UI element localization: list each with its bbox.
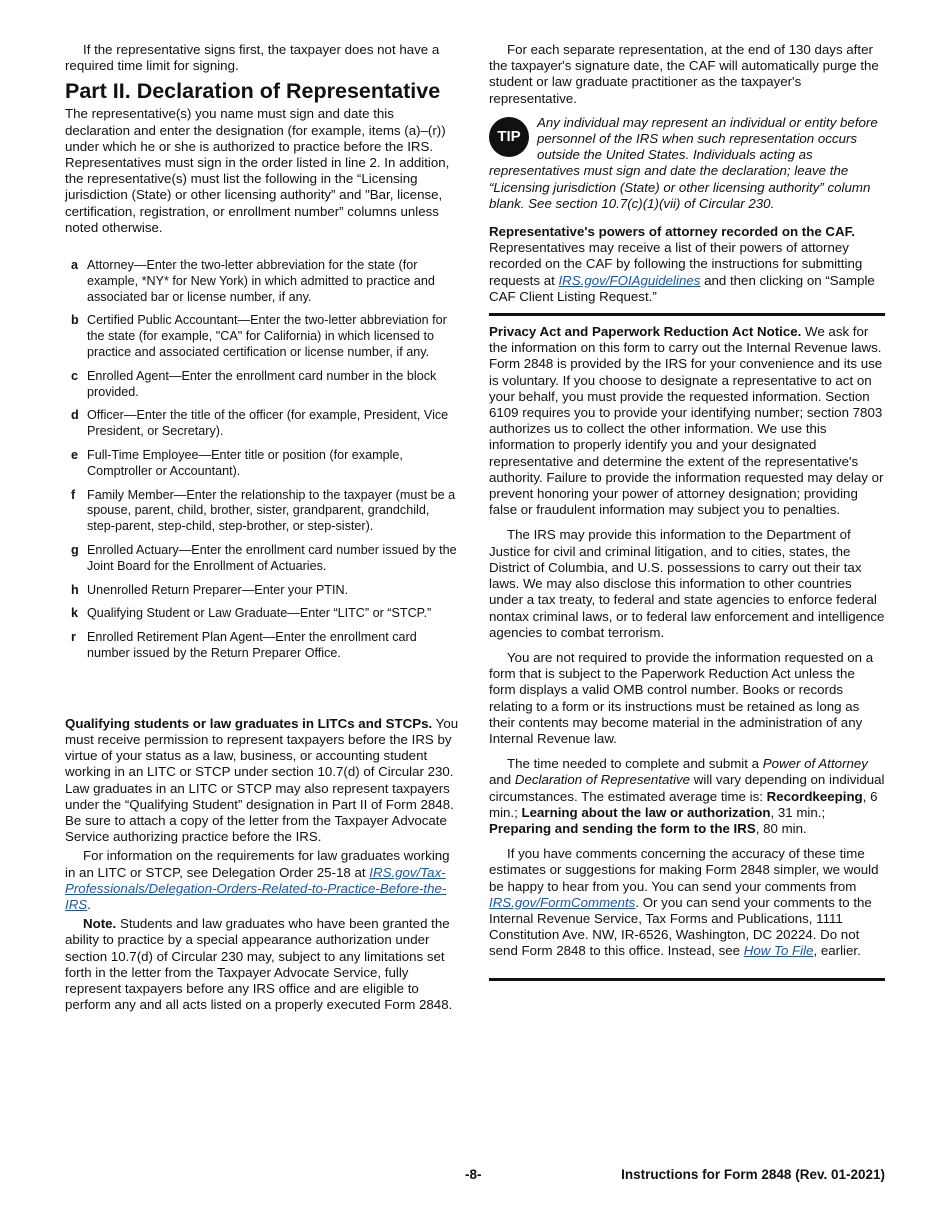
- foia-guidelines-link[interactable]: IRS.gov/FOIAguidelines: [558, 272, 701, 288]
- recordkeeping-time: , 6 min.;: [489, 788, 878, 820]
- intro-paragraph: If the representative signs first, the taxpayer does not have a required time limit for signing.: [65, 42, 440, 74]
- tip-text: Any individual may represent an individual or entity before personnel of the IRS when such representation occurs outside the United States. Individuals acting as representatives must sign and date the declaration; leave the “Licensing jurisdiction (State) or other licensing authority” column blank. See section 10.7(c)(1)(vii) of Circular 230.: [489, 114, 878, 211]
- item-key: d: [71, 408, 79, 423]
- time-text-a: The time needed to complete and submit a: [507, 756, 763, 772]
- privacy-text: We ask for the information on this form to carry out the Internal Revenue laws. Form 2848 is provided by the IRS for your convenience and its use is voluntary. If you choose to designate a representative to act on your behalf, you must provide the requested information. Section 6109 requires you to provide your identifying number; section 7803 authorizes us to collect the other information. We use this information to properly identify you and your designated representative and determine the extent of the representative's authority. Failure to provide the information requested may delay or prevent honoring your power of attorney designation; providing false or fraudulent information may subject you to penalties.: [489, 324, 884, 518]
- designation-list: [65, 258, 460, 662]
- privacy-heading: Privacy Act and Paperwork Reduction Act Notice.: [489, 324, 802, 340]
- part-ii-heading: Part II. Declaration of Representative: [65, 79, 441, 104]
- item-key: h: [71, 582, 79, 597]
- list-item: [65, 583, 460, 599]
- item-text: Full-Time Employee—Enter title or position (for example, Comptroller or Accountant).: [87, 448, 403, 478]
- delegation-orders-link[interactable]: IRS.gov/Tax-Professionals/Delegation-Orders-Related-to-Practice-Before-the-IRS: [65, 864, 447, 912]
- qualifying-students-heading: Qualifying students or law graduates in LITCs and STCPs.: [65, 715, 433, 731]
- caf-paragraph: [489, 224, 885, 305]
- item-key: c: [71, 368, 79, 383]
- left-column: [65, 42, 460, 1013]
- note-text: Students and law graduates who have been granted the ability to practice by a special appearance authorization under section 10.7(d) of Circular 230 may, subject to any limitations set forth in the letter from the Taxpayer Advocate Service, fully represent taxpayers before any IRS office and are eligible to perform any and all acts listed on a properly executed Form 2848.: [65, 916, 453, 1013]
- page-footer: [65, 1167, 885, 1187]
- item-key: e: [71, 448, 79, 462]
- time-text-b: will vary depending on individual circumstances. The estimated average time is:: [489, 772, 885, 804]
- note-paragraph: [65, 916, 460, 1013]
- item-key: a: [71, 258, 79, 273]
- part-ii-body: The representative(s) you name must sign and date this declaration and enter the designation (for example, items (a)–(r)) under which he or she is authorized to practice before the IRS. Representatives must sign in the order listed in line 2. In addition, the representative(s) must list the following in the “Licensing jurisdiction (State) or other licensing authority” and "Bar, license, certification, registration, or enrollment number” columns unless noted otherwise.: [65, 106, 450, 235]
- page-number: -8-: [465, 1167, 482, 1182]
- comments-paragraph: [489, 846, 885, 959]
- list-item: [65, 369, 460, 401]
- tip-icon: TIP: [489, 117, 529, 157]
- list-item: [65, 630, 460, 662]
- list-item: [65, 313, 460, 360]
- caf-end: and then clicking on “Sample CAF Client Listing Request.”: [489, 272, 875, 304]
- qualifying-students-paragraph: [65, 716, 460, 846]
- item-text: Enrolled Actuary—Enter the enrollment card number issued by the Joint Board for the Enrollment of Actuaries.: [87, 542, 457, 573]
- recordkeeping-label: Recordkeeping: [766, 788, 863, 804]
- item-key: f: [71, 487, 76, 502]
- info-paragraph: [65, 848, 460, 913]
- how-to-file-link[interactable]: How To File: [743, 943, 814, 959]
- not-required-paragraph: You are not required to provide the information requested on a form that is subject to the Paperwork Reduction Act unless the form displays a valid OMB control number. Books or records relating to a form or its instructions must be retained as long as their contents may become material in the administration of any Internal Revenue law.: [489, 649, 874, 746]
- item-text: Qualifying Student or Law Graduate—Enter “LITC” or “STCP.”: [87, 606, 432, 621]
- qualifying-students-body: You must receive permission to represent taxpayers before the IRS by virtue of your status as a law, business, or accounting student working in an LITC or STCP under section 10.7(d) of Circular 230. Law graduates in an LITC or STCP may also represent taxpayers under the “Qualifying Student” designation in Part II of Form 2848. Be sure to attach a copy of the letter from the Taxpayer Advocate Service authorizing practice before the IRS.: [65, 715, 459, 845]
- separate-representation-paragraph: For each separate representation, at the end of 130 days after the taxpayer's signature date, the CAF will automatically purge the student or law graduate practitioner as the taxpayer's representative.: [489, 42, 879, 106]
- preparing-label: Preparing and sending the form to the IRS: [489, 820, 756, 836]
- learning-time: , 31 min.;: [770, 804, 826, 820]
- item-text: Officer—Enter the title of the officer (for example, President, Vice President, or Secretary).: [87, 408, 449, 439]
- time-poa: Power of Attorney: [762, 756, 868, 772]
- caf-heading: Representative's powers of attorney recorded on the CAF.: [489, 224, 855, 240]
- item-key: k: [71, 606, 79, 621]
- item-key: r: [71, 630, 76, 645]
- item-text: Unenrolled Return Preparer—Enter your PTIN.: [87, 582, 349, 597]
- comments-text-a: If you have comments concerning the accuracy of these time estimates or suggestions for making Form 2848 simpler, we would be happy to hear from you. You can send your comments from: [489, 846, 879, 894]
- item-text: Enrolled Agent—Enter the enrollment card number in the block provided.: [87, 368, 437, 399]
- item-key: b: [71, 313, 79, 328]
- end-divider: [489, 978, 885, 981]
- item-text: Certified Public Accountant—Enter the two-letter abbreviation for the state (for example, "CA" for California) in which licensed to practice and associated certification or license number, if any.: [87, 313, 447, 360]
- list-item: [65, 258, 460, 305]
- info-end: .: [87, 897, 91, 912]
- comments-text-b: . Or you can send your comments to the Internal Revenue Service, Tax Forms and Publications, 1111 Constitution Ave. NW, IR-6526, Washington, DC 20224. Do not send Form 2848 to this office. Instead, see: [489, 894, 872, 959]
- list-item: [65, 448, 460, 480]
- caf-text: Representatives may receive a list of their powers of attorney recorded on the CAF by following the instructions for submitting requests at: [489, 240, 863, 288]
- item-text: Enrolled Retirement Plan Agent—Enter the enrollment card number issued by the Return Preparer Office.: [87, 630, 417, 660]
- time-and: and: [489, 772, 515, 788]
- comments-text-c: , earlier.: [813, 943, 861, 959]
- section-divider: [489, 313, 885, 316]
- tip-box: [489, 115, 885, 212]
- form-title: Instructions for Form 2848 (Rev. 01-2021): [621, 1167, 885, 1182]
- info-text: For information on the requirements for law graduates working in an LITC or STCP, see Delegation Order 25-18 at: [65, 848, 450, 880]
- learning-label: Learning about the law or authorization: [521, 804, 771, 820]
- right-column: [489, 42, 885, 989]
- note-label: Note.: [83, 916, 117, 932]
- item-key: g: [71, 542, 79, 557]
- form-comments-link[interactable]: IRS.gov/FormComments: [489, 894, 636, 910]
- privacy-paragraph: [489, 324, 885, 518]
- list-item: [65, 606, 460, 622]
- time-dor: Declaration of Representative: [514, 772, 691, 788]
- list-item: [65, 543, 460, 575]
- time-needed-paragraph: [489, 756, 885, 837]
- item-text: Attorney—Enter the two-letter abbreviation for the state (for example, *NY* for New York) in which admitted to practice and associated bar or license number, if any.: [87, 258, 435, 304]
- list-item: [65, 408, 460, 440]
- irs-provide-paragraph: The IRS may provide this information to the Department of Justice for civil and criminal litigation, and to cities, states, the District of Columbia, and U.S. possessions to carry out their tax laws. We may also disclose this information to other countries under a tax treaty, to federal and state agencies to enforce federal nontax criminal laws, or to federal law enforcement and intelligence agencies to combat terrorism.: [489, 527, 885, 640]
- preparing-time: , 80 min.: [755, 820, 807, 836]
- list-item: [65, 488, 460, 535]
- item-text: Family Member—Enter the relationship to the taxpayer (must be a spouse, parent, child, brother, sister, grandparent, grandchild, step-parent, step-child, step-brother, or step-sister).: [87, 487, 456, 534]
